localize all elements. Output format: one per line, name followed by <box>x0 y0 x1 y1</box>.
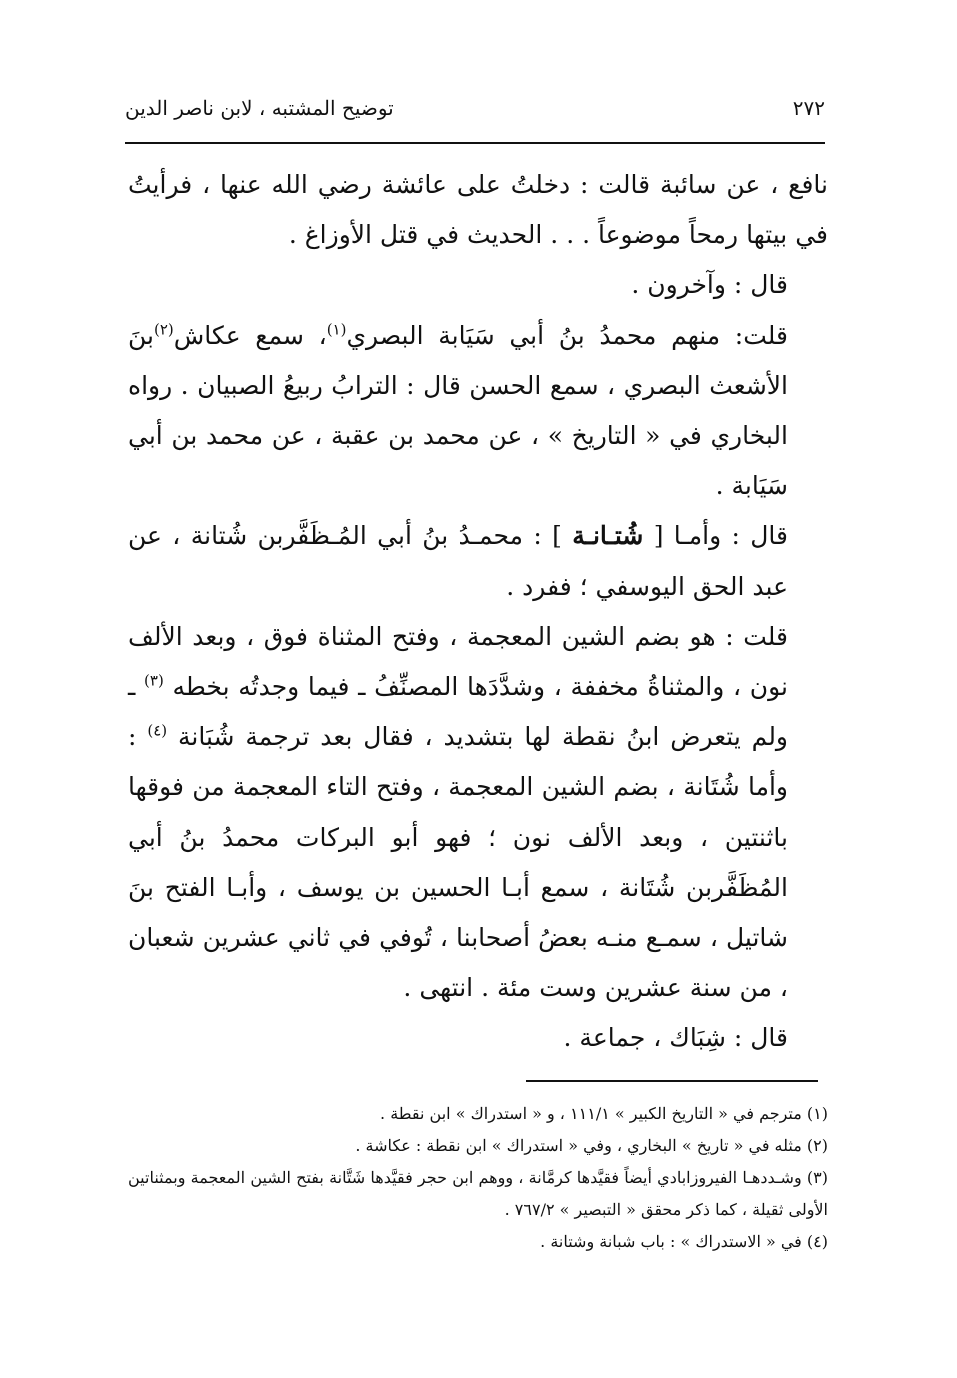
footnote: (٢) مثله في « تاريخ » البخاري ، وفي « استدراك » ابن نقطة : عكاشة . <box>355 1136 828 1155</box>
paragraph: قلت: منهم محمدُ بنُ أبي سَيَابة البصري$^{(١)}$، سمع عكاش$^{(٢)}$بنَ الأشعث البصري ، سمع الحسن قال : الترابُ ربيعُ الصبيان . رواه البخاري في « التاريخ » ، عن محمد بن عقبة ، عن محمد بن أبي سَيَابة . <box>128 320 788 501</box>
header-divider <box>125 142 825 144</box>
paragraph: قال : وأمـا [ شُتـانـة ] : محمـدُ بنُ أبي المُـظَفَّربن شُتانة ، عن عبد الحق اليوسفي ؛ ففرد . <box>128 521 788 601</box>
footnote: (٤) في « الاستدراك » : باب شبانة وشتانة . <box>540 1232 828 1251</box>
paragraph: قال : وآخرون . <box>631 270 788 300</box>
page-header <box>125 88 825 128</box>
paragraph: قال : شِبَاك ، جماعة . <box>563 1023 788 1053</box>
running-title: توضيح المشتبه ، لابن ناصر الدين <box>125 96 394 120</box>
footnote-ref: (٤) <box>147 721 168 740</box>
entry-heading: شُتـانـة <box>572 521 644 551</box>
footnote: (٣) وشـددهـا الفيروزابادي أيضاً فقيَّدها كرمَّانة ، ووهم ابن حجر فقيَّدها شَتَّانة بفتح الشين المعجمة وبمثناتين الأولى ثقيلة ، كما ذكر محقق « التبصير » ٧٦٧/٢ . <box>128 1168 829 1219</box>
footnote-ref: (٢) <box>154 320 174 339</box>
paragraph: نافع ، عن سائبة قالت : دخلتُ على عائشة رضي الله عنها ، فرأيتُ في بيتها رمحاً موضوعاً . . . الحديث في قتل الأوزاغ . <box>128 170 828 250</box>
footnotes <box>128 1098 828 1258</box>
main-text <box>128 160 828 1064</box>
page-number: ٢٧٢ <box>792 96 825 120</box>
paragraph: قلت : هو بضم الشين المعجمة ، وفتح المثناة فوق ، وبعد الألف نون ، والمثناةُ مخففة ، وشدَّدَها المصنِّفُ ـ فيما وجدتُه بخطه $^{(٣)}$ ـ ولم يتعرض ابنُ نقطة لها بتشديد ، فقال بعد ترجمة شُبَانة $^{(٤)}$ : وأما شُتَانة ، بضم الشين المعجمة ، وفتح التاء المعجمة من فوقها باثنتين ، وبعد الألف نون ؛ فهو أبو البركات محمدُ بنُ أبي المُظَفَّربن شُتَانة ، سمع أبـا الحسين بن يوسف ، وأبـا الفتح بنَ شاتيل ، سمـع منـه بعضُ أصحابنا ، تُوفي في ثاني عشرين شعبان ، من سنة عشرين وست مئة . انتهى . <box>128 621 789 1003</box>
footnote-ref: (٣) <box>144 671 164 690</box>
footnote: (١) مترجم في « التاريخ الكبير » ١١١/١ ، و « استدراك » ابن نقطة . <box>380 1104 828 1123</box>
footnote-ref: (١) <box>326 320 347 339</box>
footnote-divider <box>526 1080 818 1082</box>
